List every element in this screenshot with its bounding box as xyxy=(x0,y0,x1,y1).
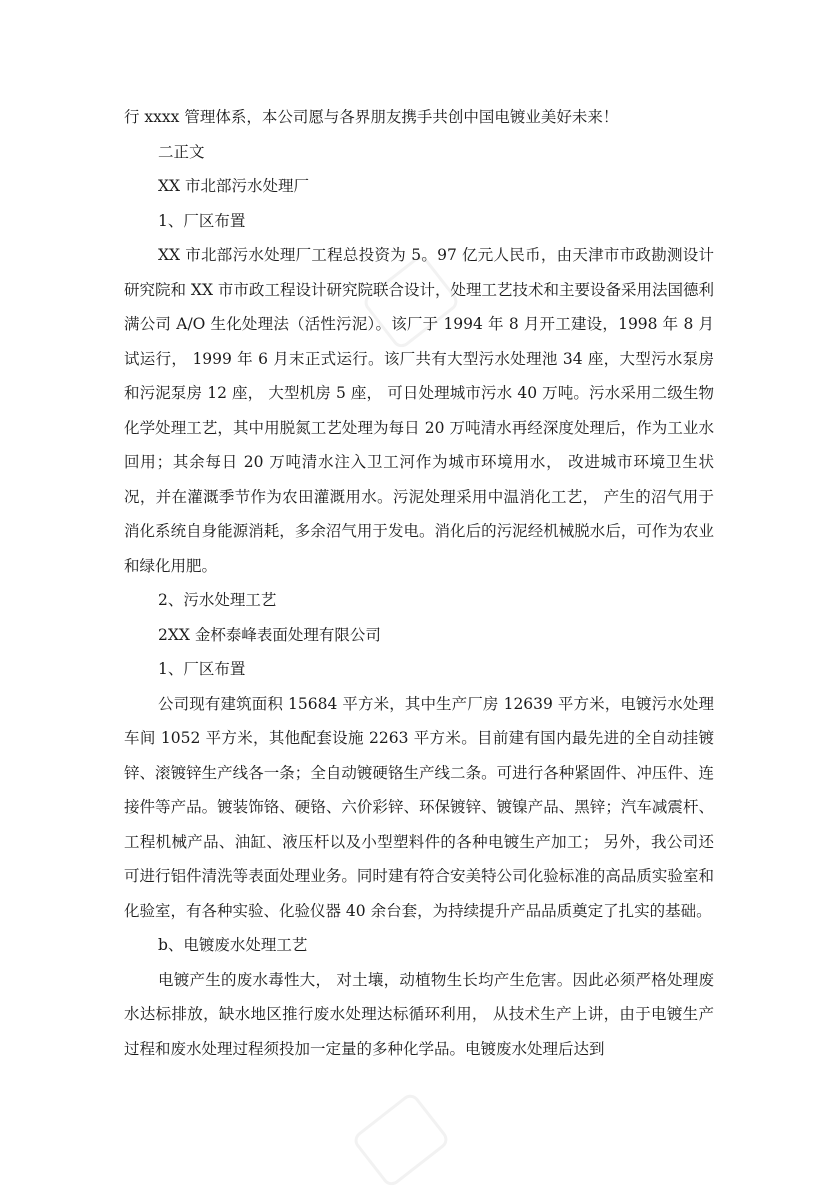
heading-layout-1: 1、厂区布置 xyxy=(158,211,246,230)
document-body xyxy=(124,100,714,1066)
paragraph-electroplating-wastewater: 电镀产生的废水毒性大， 对土壤，动植物生长均产生危害。因此必须严格处理废水达标排放，缺水地区推行废水处理达标循环利用， 从技术生产上讲，由于电镀生产过程和废水处理过程须投加一定量的多种化学品。电镀废水处理后达到 xyxy=(124,970,714,1058)
section-heading-main-text: 二正文 xyxy=(158,142,205,161)
heading-company-jinbei: 2XX 金杯泰峰表面处理有限公司 xyxy=(158,625,381,644)
paragraph-plant-north-description: XX 市北部污水处理厂工程总投资为 5。97 亿元人民币，由天津市市政勘测设计研究院和 XX 市市政工程设计研究院联合设计，处理工艺技术和主要设备采用法国德利满公司 A/O 生化处理法（活性污泥）。该厂于 1994 年 8 月开工建设，1998 年 8 月试运行， 1999 年 6 月末正式运行。该厂共有大型污水处理池 34 座，大型污水泵房和污泥泵房 12 座， 大型机房 5 座， 可日处理城市污水 40 万吨。污水采用二级生物化学处理工艺，其中用脱氮工艺处理为每日 20 万吨清水再经深度处理后，作为工业水回用；其余每日 20 万吨清水注入卫工河作为城市环境用水， 改进城市环境卫生状况，并在灌溉季节作为农田灌溉用水。污泥处理采用中温消化工艺， 产生的沼气用于消化系统自身能源消耗，多余沼气用于发电。消化后的污泥经机械脱水后，可作为农业和绿化用肥。 xyxy=(124,246,714,575)
heading-layout-2: 1、厂区布置 xyxy=(158,660,246,678)
paragraph-company-description: 公司现有建筑面积 15684 平方米，其中生产厂房 12639 平方米，电镀污水处理车间 1052 平方米，其他配套设施 2263 平方米。目前建有国内最先进的全自动挂镀锌、滚镀锌生产线各一条；全自动镀硬铬生产线二条。可进行各种紧固件、冲压件、连接件等产品。镀装饰铬、硬铬、六价彩锌、环保镀锌、镀镍产品、黑锌；汽车减震杆、工程机械产品、油缸、液压杆以及小型塑料件的各种电镀生产加工； 另外，我公司还可进行铝件清洗等表面处理业务。同时建有符合安美特公司化验标准的高品质实验室和化验室，有各种实验、化验仪器 40 余台套，为持续提升产品品质奠定了扎实的基础。 xyxy=(124,694,714,920)
heading-electroplating-process: b、电镀废水处理工艺 xyxy=(158,936,308,954)
watermark-stamp xyxy=(351,1091,452,1189)
paragraph-intro-continuation: 行 xxxx 管理体系，本公司愿与各界朋友携手共创中国电镀业美好未来！ xyxy=(124,108,619,126)
heading-plant-north: XX 市北部污水处理厂 xyxy=(158,177,309,195)
heading-sewage-process: 2、污水处理工艺 xyxy=(158,591,277,609)
